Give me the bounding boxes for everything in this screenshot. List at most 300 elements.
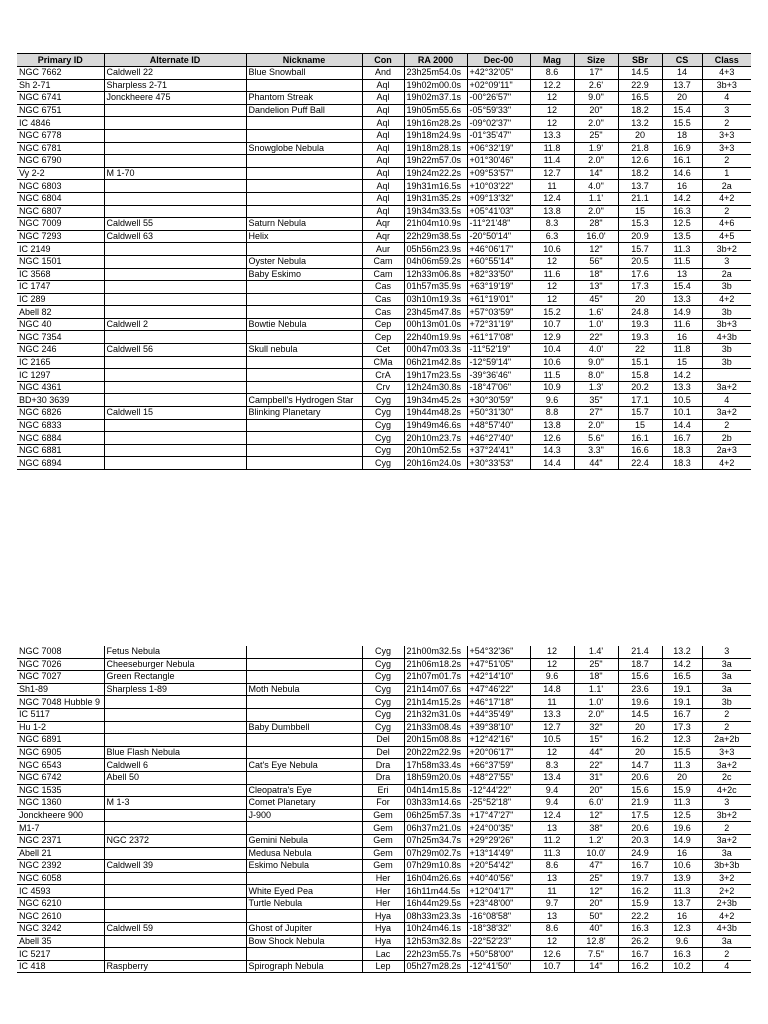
cell-size: 31" bbox=[574, 771, 618, 784]
cell-magnitude: 14.3 bbox=[530, 444, 574, 457]
cell-alternate-id: Caldwell 22 bbox=[104, 67, 246, 80]
cell-constellation: Hya bbox=[362, 910, 404, 923]
table-row bbox=[17, 834, 751, 847]
cell-surface-brightness: 18.7 bbox=[618, 658, 662, 671]
column-header-ra: RA 2000 bbox=[404, 54, 467, 67]
cell-surface-brightness: 17.3 bbox=[618, 281, 662, 294]
cell-constellation: Cas bbox=[362, 306, 404, 319]
cell-class: 3b+3 bbox=[702, 318, 751, 331]
cell-class: 4 bbox=[702, 960, 751, 973]
cell-size: 50" bbox=[574, 910, 618, 923]
table-row bbox=[17, 293, 751, 306]
cell-primary-id: Abell 82 bbox=[17, 306, 104, 319]
cell-magnitude: 12.6 bbox=[530, 432, 574, 445]
cell-central-star: 12.3 bbox=[662, 923, 702, 936]
cell-surface-brightness: 24.8 bbox=[618, 306, 662, 319]
cell-dec: +20°06'17" bbox=[467, 746, 530, 759]
cell-ra: 07h29m10.8s bbox=[404, 860, 467, 873]
cell-class: 3b bbox=[702, 281, 751, 294]
cell-alternate-id bbox=[104, 129, 246, 142]
table-row bbox=[17, 243, 751, 256]
cell-primary-id: NGC 6741 bbox=[17, 92, 104, 105]
cell-central-star: 17.3 bbox=[662, 721, 702, 734]
cell-class: 4+3b bbox=[702, 331, 751, 344]
cell-constellation: Cep bbox=[362, 318, 404, 331]
cell-magnitude: 12 bbox=[530, 255, 574, 268]
cell-alternate-id bbox=[104, 155, 246, 168]
table-row bbox=[17, 910, 751, 923]
cell-dec: +09°53'57" bbox=[467, 167, 530, 180]
cell-size: 4.0" bbox=[574, 180, 618, 193]
cell-ra: 18h59m20.0s bbox=[404, 771, 467, 784]
cell-central-star: 15 bbox=[662, 356, 702, 369]
cell-constellation: Aql bbox=[362, 79, 404, 92]
cell-primary-id: NGC 2371 bbox=[17, 834, 104, 847]
cell-alternate-id: Caldwell 59 bbox=[104, 923, 246, 936]
cell-magnitude: 12 bbox=[530, 935, 574, 948]
cell-constellation: Cyg bbox=[362, 646, 404, 658]
table-row bbox=[17, 734, 751, 747]
cell-nickname: Saturn Nebula bbox=[246, 218, 362, 231]
cell-primary-id: Abell 35 bbox=[17, 935, 104, 948]
cell-class: 3a bbox=[702, 683, 751, 696]
cell-central-star: 11.8 bbox=[662, 344, 702, 357]
cell-nickname bbox=[246, 734, 362, 747]
column-header-class: Class bbox=[702, 54, 751, 67]
cell-surface-brightness: 20 bbox=[618, 746, 662, 759]
cell-central-star: 16 bbox=[662, 331, 702, 344]
cell-primary-id: NGC 7048 Hubble 9 bbox=[17, 696, 104, 709]
cell-surface-brightness: 19.3 bbox=[618, 318, 662, 331]
cell-alternate-id bbox=[104, 444, 246, 457]
cell-alternate-id bbox=[104, 356, 246, 369]
table-row bbox=[17, 407, 751, 420]
cell-ra: 00h13m01.0s bbox=[404, 318, 467, 331]
table-row bbox=[17, 721, 751, 734]
cell-central-star: 13 bbox=[662, 268, 702, 281]
cell-size: 40" bbox=[574, 923, 618, 936]
cell-constellation: Aql bbox=[362, 192, 404, 205]
cell-nickname: Baby Dumbbell bbox=[246, 721, 362, 734]
cell-surface-brightness: 22.4 bbox=[618, 457, 662, 470]
cell-constellation: Hya bbox=[362, 923, 404, 936]
cell-alternate-id: Caldwell 39 bbox=[104, 860, 246, 873]
cell-surface-brightness: 20.9 bbox=[618, 230, 662, 243]
cell-ra: 21h04m10.9s bbox=[404, 218, 467, 231]
cell-primary-id: IC 5217 bbox=[17, 948, 104, 961]
cell-nickname: White Eyed Pea bbox=[246, 885, 362, 898]
planetary-nebula-table-bottom bbox=[17, 646, 751, 973]
cell-class: 2a bbox=[702, 180, 751, 193]
cell-constellation: Aql bbox=[362, 129, 404, 142]
cell-ra: 16h11m44.5s bbox=[404, 885, 467, 898]
cell-central-star: 13.7 bbox=[662, 897, 702, 910]
cell-alternate-id bbox=[104, 734, 246, 747]
cell-nickname bbox=[246, 419, 362, 432]
cell-class: 3 bbox=[702, 255, 751, 268]
cell-constellation: CMa bbox=[362, 356, 404, 369]
cell-primary-id: Hu 1-2 bbox=[17, 721, 104, 734]
cell-alternate-id bbox=[104, 822, 246, 835]
cell-primary-id: IC 1747 bbox=[17, 281, 104, 294]
cell-surface-brightness: 14.7 bbox=[618, 759, 662, 772]
cell-surface-brightness: 20 bbox=[618, 293, 662, 306]
table-row bbox=[17, 218, 751, 231]
cell-ra: 08h33m23.3s bbox=[404, 910, 467, 923]
cell-ra: 19h05m55.6s bbox=[404, 104, 467, 117]
cell-central-star: 10.5 bbox=[662, 394, 702, 407]
cell-size: 45" bbox=[574, 293, 618, 306]
cell-size: 32" bbox=[574, 721, 618, 734]
cell-ra: 07h29m02.7s bbox=[404, 847, 467, 860]
table-row bbox=[17, 117, 751, 130]
cell-magnitude: 10.7 bbox=[530, 960, 574, 973]
cell-primary-id: NGC 6804 bbox=[17, 192, 104, 205]
cell-surface-brightness: 13.2 bbox=[618, 117, 662, 130]
cell-dec: -18°47'06" bbox=[467, 381, 530, 394]
cell-primary-id: NGC 6807 bbox=[17, 205, 104, 218]
cell-ra: 21h33m08.4s bbox=[404, 721, 467, 734]
cell-class: 3a bbox=[702, 847, 751, 860]
cell-constellation: Hya bbox=[362, 935, 404, 948]
cell-dec: +30°33'53" bbox=[467, 457, 530, 470]
cell-magnitude: 13.3 bbox=[530, 129, 574, 142]
cell-central-star: 15.4 bbox=[662, 281, 702, 294]
cell-ra: 22h23m55.7s bbox=[404, 948, 467, 961]
cell-primary-id: NGC 4361 bbox=[17, 381, 104, 394]
cell-constellation: Cam bbox=[362, 268, 404, 281]
cell-magnitude: 12 bbox=[530, 104, 574, 117]
cell-magnitude: 11.2 bbox=[530, 834, 574, 847]
cell-constellation: Aql bbox=[362, 92, 404, 105]
cell-alternate-id: NGC 2372 bbox=[104, 834, 246, 847]
cell-dec: +30°30'59" bbox=[467, 394, 530, 407]
cell-surface-brightness: 16.1 bbox=[618, 432, 662, 445]
cell-constellation: Her bbox=[362, 872, 404, 885]
cell-dec: +29°29'26" bbox=[467, 834, 530, 847]
cell-class: 3+2 bbox=[702, 872, 751, 885]
cell-ra: 21h06m18.2s bbox=[404, 658, 467, 671]
cell-size: 1.4' bbox=[574, 646, 618, 658]
cell-surface-brightness: 14.5 bbox=[618, 67, 662, 80]
cell-class: 2 bbox=[702, 205, 751, 218]
cell-nickname: Cat's Eye Nebula bbox=[246, 759, 362, 772]
cell-ra: 20h10m23.7s bbox=[404, 432, 467, 445]
cell-size: 27" bbox=[574, 407, 618, 420]
cell-primary-id: NGC 7008 bbox=[17, 646, 104, 658]
cell-dec: +06°32'19" bbox=[467, 142, 530, 155]
cell-alternate-id: Caldwell 2 bbox=[104, 318, 246, 331]
planetary-nebula-table-top bbox=[17, 53, 751, 470]
cell-class: 1 bbox=[702, 167, 751, 180]
cell-ra: 20h15m08.8s bbox=[404, 734, 467, 747]
cell-surface-brightness: 22.9 bbox=[618, 79, 662, 92]
cell-magnitude: 12 bbox=[530, 92, 574, 105]
cell-primary-id: NGC 7027 bbox=[17, 671, 104, 684]
cell-size: 9.0" bbox=[574, 356, 618, 369]
cell-magnitude: 11.6 bbox=[530, 268, 574, 281]
cell-primary-id: NGC 7009 bbox=[17, 218, 104, 231]
cell-alternate-id bbox=[104, 306, 246, 319]
table-row bbox=[17, 860, 751, 873]
cell-alternate-id bbox=[104, 331, 246, 344]
cell-magnitude: 12 bbox=[530, 281, 574, 294]
cell-nickname bbox=[246, 696, 362, 709]
cell-class: 2a+2b bbox=[702, 734, 751, 747]
cell-magnitude: 12.9 bbox=[530, 331, 574, 344]
cell-surface-brightness: 15.3 bbox=[618, 218, 662, 231]
cell-ra: 06h21m42.8s bbox=[404, 356, 467, 369]
cell-alternate-id bbox=[104, 948, 246, 961]
cell-alternate-id bbox=[104, 708, 246, 721]
table-row bbox=[17, 306, 751, 319]
cell-ra: 19h02m37.1s bbox=[404, 92, 467, 105]
cell-alternate-id bbox=[104, 419, 246, 432]
cell-dec: +63°19'19" bbox=[467, 281, 530, 294]
cell-constellation: Gem bbox=[362, 834, 404, 847]
table-row bbox=[17, 847, 751, 860]
cell-alternate-id bbox=[104, 847, 246, 860]
cell-ra: 04h14m15.8s bbox=[404, 784, 467, 797]
cell-constellation: Cyg bbox=[362, 721, 404, 734]
cell-alternate-id bbox=[104, 268, 246, 281]
cell-class: 4+2 bbox=[702, 910, 751, 923]
cell-constellation: Aql bbox=[362, 167, 404, 180]
column-header-central-star: CS bbox=[662, 54, 702, 67]
cell-nickname bbox=[246, 331, 362, 344]
cell-alternate-id bbox=[104, 117, 246, 130]
cell-surface-brightness: 13.7 bbox=[618, 180, 662, 193]
cell-dec: +10°03'22" bbox=[467, 180, 530, 193]
cell-nickname bbox=[246, 771, 362, 784]
cell-surface-brightness: 16.7 bbox=[618, 948, 662, 961]
cell-surface-brightness: 20 bbox=[618, 129, 662, 142]
cell-constellation: Cyg bbox=[362, 683, 404, 696]
cell-alternate-id: Caldwell 15 bbox=[104, 407, 246, 420]
cell-surface-brightness: 20.2 bbox=[618, 381, 662, 394]
cell-dec: +01°30'46" bbox=[467, 155, 530, 168]
table-row bbox=[17, 255, 751, 268]
cell-surface-brightness: 17.1 bbox=[618, 394, 662, 407]
cell-alternate-id bbox=[104, 394, 246, 407]
cell-class: 3a bbox=[702, 935, 751, 948]
cell-magnitude: 10.9 bbox=[530, 381, 574, 394]
cell-magnitude: 11 bbox=[530, 696, 574, 709]
cell-dec: -00°26'57" bbox=[467, 92, 530, 105]
cell-size: 35" bbox=[574, 394, 618, 407]
cell-size: 25" bbox=[574, 129, 618, 142]
cell-surface-brightness: 12.6 bbox=[618, 155, 662, 168]
cell-size: 17" bbox=[574, 67, 618, 80]
cell-dec: +47°51'05" bbox=[467, 658, 530, 671]
cell-class: 2a+3 bbox=[702, 444, 751, 457]
cell-ra: 01h57m35.9s bbox=[404, 281, 467, 294]
cell-nickname bbox=[246, 872, 362, 885]
table-row bbox=[17, 230, 751, 243]
cell-surface-brightness: 16.5 bbox=[618, 92, 662, 105]
cell-nickname: Blinking Planetary bbox=[246, 407, 362, 420]
cell-nickname: Ghost of Jupiter bbox=[246, 923, 362, 936]
cell-magnitude: 11 bbox=[530, 885, 574, 898]
cell-class: 3 bbox=[702, 646, 751, 658]
cell-ra: 21h07m01.7s bbox=[404, 671, 467, 684]
cell-nickname: Medusa Nebula bbox=[246, 847, 362, 860]
table-row bbox=[17, 646, 751, 658]
cell-nickname bbox=[246, 129, 362, 142]
cell-ra: 23h25m54.0s bbox=[404, 67, 467, 80]
cell-surface-brightness: 20 bbox=[618, 721, 662, 734]
cell-constellation: Dra bbox=[362, 771, 404, 784]
table-row bbox=[17, 797, 751, 810]
cell-size: 20" bbox=[574, 897, 618, 910]
cell-nickname bbox=[246, 948, 362, 961]
cell-magnitude: 12.7 bbox=[530, 167, 574, 180]
cell-class: 2 bbox=[702, 948, 751, 961]
cell-primary-id: IC 418 bbox=[17, 960, 104, 973]
cell-ra: 19h34m33.5s bbox=[404, 205, 467, 218]
cell-dec: +24°00'35" bbox=[467, 822, 530, 835]
cell-dec: +02°09'11" bbox=[467, 79, 530, 92]
cell-alternate-id: Sharpless 1-89 bbox=[104, 683, 246, 696]
cell-dec: +12°42'16" bbox=[467, 734, 530, 747]
cell-magnitude: 13 bbox=[530, 872, 574, 885]
table-row bbox=[17, 331, 751, 344]
cell-ra: 03h33m14.6s bbox=[404, 797, 467, 810]
cell-central-star: 16 bbox=[662, 847, 702, 860]
cell-surface-brightness: 15.9 bbox=[618, 897, 662, 910]
table-row bbox=[17, 394, 751, 407]
cell-nickname: Phantom Streak bbox=[246, 92, 362, 105]
cell-class: 4+3b bbox=[702, 923, 751, 936]
cell-alternate-id bbox=[104, 784, 246, 797]
cell-nickname bbox=[246, 381, 362, 394]
cell-central-star: 15.5 bbox=[662, 746, 702, 759]
cell-size: 25" bbox=[574, 658, 618, 671]
cell-magnitude: 12 bbox=[530, 746, 574, 759]
cell-alternate-id bbox=[104, 205, 246, 218]
cell-surface-brightness: 21.1 bbox=[618, 192, 662, 205]
cell-surface-brightness: 19.3 bbox=[618, 331, 662, 344]
cell-magnitude: 13.8 bbox=[530, 419, 574, 432]
cell-magnitude: 8.3 bbox=[530, 218, 574, 231]
cell-ra: 20h16m24.0s bbox=[404, 457, 467, 470]
cell-class: 3a+2 bbox=[702, 759, 751, 772]
cell-primary-id: IC 3568 bbox=[17, 268, 104, 281]
cell-central-star: 11.6 bbox=[662, 318, 702, 331]
cell-constellation: For bbox=[362, 797, 404, 810]
cell-surface-brightness: 21.9 bbox=[618, 797, 662, 810]
cell-surface-brightness: 16.7 bbox=[618, 860, 662, 873]
cell-primary-id: IC 5117 bbox=[17, 708, 104, 721]
cell-magnitude: 10.5 bbox=[530, 734, 574, 747]
cell-size: 14" bbox=[574, 960, 618, 973]
cell-size: 1.9' bbox=[574, 142, 618, 155]
cell-constellation: Lep bbox=[362, 960, 404, 973]
cell-constellation: Aur bbox=[362, 243, 404, 256]
cell-constellation: Cyg bbox=[362, 457, 404, 470]
cell-surface-brightness: 20.6 bbox=[618, 771, 662, 784]
cell-class: 2c bbox=[702, 771, 751, 784]
cell-class: 3b+2 bbox=[702, 243, 751, 256]
cell-class: 2a bbox=[702, 268, 751, 281]
cell-class: 4+2 bbox=[702, 457, 751, 470]
cell-primary-id: NGC 6543 bbox=[17, 759, 104, 772]
cell-class: 3 bbox=[702, 797, 751, 810]
cell-constellation: Del bbox=[362, 746, 404, 759]
cell-dec: +20°54'42" bbox=[467, 860, 530, 873]
table-row bbox=[17, 822, 751, 835]
cell-alternate-id bbox=[104, 432, 246, 445]
cell-central-star: 10.1 bbox=[662, 407, 702, 420]
cell-class: 3a+2 bbox=[702, 407, 751, 420]
cell-alternate-id: Raspberry bbox=[104, 960, 246, 973]
table-row bbox=[17, 129, 751, 142]
cell-alternate-id bbox=[104, 192, 246, 205]
table-row bbox=[17, 771, 751, 784]
cell-ra: 19h44m48.2s bbox=[404, 407, 467, 420]
cell-central-star: 13.5 bbox=[662, 230, 702, 243]
cell-central-star: 13.7 bbox=[662, 79, 702, 92]
cell-dec: -12°41'50" bbox=[467, 960, 530, 973]
table-row bbox=[17, 356, 751, 369]
cell-central-star: 10.6 bbox=[662, 860, 702, 873]
cell-nickname bbox=[246, 79, 362, 92]
cell-surface-brightness: 15.7 bbox=[618, 407, 662, 420]
cell-size: 13" bbox=[574, 281, 618, 294]
cell-magnitude: 10.6 bbox=[530, 243, 574, 256]
cell-dec: +48°57'40" bbox=[467, 419, 530, 432]
cell-central-star: 20 bbox=[662, 92, 702, 105]
cell-dec: -12°59'14" bbox=[467, 356, 530, 369]
cell-size: 1.3' bbox=[574, 381, 618, 394]
cell-class: 2 bbox=[702, 721, 751, 734]
cell-central-star: 14.9 bbox=[662, 306, 702, 319]
cell-surface-brightness: 24.9 bbox=[618, 847, 662, 860]
cell-surface-brightness: 16.2 bbox=[618, 960, 662, 973]
cell-central-star: 16.1 bbox=[662, 155, 702, 168]
cell-constellation: Lac bbox=[362, 948, 404, 961]
cell-alternate-id: Caldwell 56 bbox=[104, 344, 246, 357]
cell-surface-brightness: 14.5 bbox=[618, 708, 662, 721]
cell-ra: 12h53m32.8s bbox=[404, 935, 467, 948]
cell-dec: +44°35'49" bbox=[467, 708, 530, 721]
cell-magnitude: 9.4 bbox=[530, 784, 574, 797]
cell-nickname bbox=[246, 658, 362, 671]
cell-ra: 19h31m35.2s bbox=[404, 192, 467, 205]
cell-constellation: Cyg bbox=[362, 671, 404, 684]
table-row bbox=[17, 205, 751, 218]
cell-size: 18" bbox=[574, 671, 618, 684]
cell-size: 5.6" bbox=[574, 432, 618, 445]
cell-nickname: Oyster Nebula bbox=[246, 255, 362, 268]
cell-magnitude: 10.7 bbox=[530, 318, 574, 331]
cell-class: 4+2 bbox=[702, 192, 751, 205]
cell-alternate-id bbox=[104, 381, 246, 394]
cell-class: 3b bbox=[702, 306, 751, 319]
cell-alternate-id: Abell 50 bbox=[104, 771, 246, 784]
cell-size: 12" bbox=[574, 243, 618, 256]
cell-constellation: Cyg bbox=[362, 394, 404, 407]
cell-central-star: 18.3 bbox=[662, 444, 702, 457]
table-row bbox=[17, 923, 751, 936]
cell-central-star: 12.5 bbox=[662, 218, 702, 231]
cell-nickname: Baby Eskimo bbox=[246, 268, 362, 281]
cell-alternate-id: Green Rectangle bbox=[104, 671, 246, 684]
cell-dec: +60°55'14" bbox=[467, 255, 530, 268]
cell-ra: 22h40m19.9s bbox=[404, 331, 467, 344]
table-row bbox=[17, 671, 751, 684]
cell-dec: +46°17'18" bbox=[467, 696, 530, 709]
